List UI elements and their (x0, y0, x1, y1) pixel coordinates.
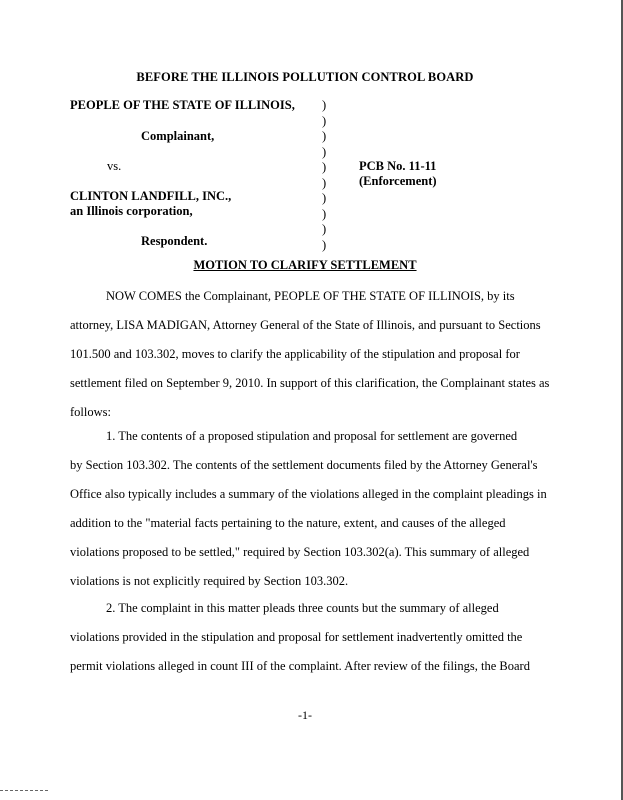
footer-rule (0, 790, 48, 791)
body-line: addition to the "material facts pertaining to the nature, extent, and causes of the alleged (70, 516, 506, 530)
caption-paren: ) (322, 222, 327, 236)
body-line: settlement filed on September 9, 2010. In support of this clarification, the Complainant states as (70, 376, 550, 390)
board-title: BEFORE THE ILLINOIS POLLUTION CONTROL BOARD (136, 70, 474, 84)
body-line: 1. The contents of a proposed stipulation and proposal for settlement are governed (106, 429, 518, 443)
caption-paren: ) (322, 175, 327, 190)
caption-paren: ) (322, 98, 327, 112)
caption-paren: ) (322, 160, 327, 174)
caption-defendant-desc: an Illinois corporation, (70, 204, 193, 218)
body-line: attorney, LISA MADIGAN, Attorney General of the State of Illinois, and pursuant to Sections (70, 318, 541, 332)
caption-paren: ) (322, 237, 327, 252)
caption-paren: ) (322, 113, 327, 128)
caption-paren: ) (322, 129, 327, 143)
case-number: PCB No. 11-11 (359, 159, 437, 173)
caption-paren: ) (322, 144, 327, 159)
case-type: (Enforcement) (359, 174, 437, 188)
motion-title: MOTION TO CLARIFY SETTLEMENT (193, 258, 417, 272)
caption-paren: ) (322, 191, 327, 205)
caption-plaintiff-role: Complainant, (141, 129, 215, 143)
caption-paren: ) (322, 206, 327, 221)
body-line: violations proposed to be settled," required by Section 103.302(a). This summary of alleged (70, 545, 530, 559)
body-line: violations provided in the stipulation and proposal for settlement inadvertently omitted the (70, 630, 523, 644)
body-line: 2. The complaint in this matter pleads three counts but the summary of alleged (106, 601, 499, 615)
body-line: by Section 103.302. The contents of the settlement documents filed by the Attorney General's (70, 458, 538, 472)
body-line: 101.500 and 103.302, moves to clarify the applicability of the stipulation and proposal for (70, 347, 520, 361)
body-line: violations is not explicitly required by Section 103.302. (70, 574, 349, 588)
caption-defendant-role: Respondent. (141, 234, 208, 248)
caption-versus: vs. (107, 159, 122, 173)
body-line: NOW COMES the Complainant, PEOPLE OF THE STATE OF ILLINOIS, by its (106, 289, 515, 303)
caption-defendant: CLINTON LANDFILL, INC., (70, 189, 232, 203)
body-line: Office also typically includes a summary of the violations alleged in the complaint pleadings in (70, 487, 547, 501)
page-number: -1- (298, 708, 312, 722)
body-line: permit violations alleged in count III of the complaint. After review of the filings, the Board (70, 659, 530, 673)
caption-paren-column (322, 98, 326, 253)
caption-plaintiff: PEOPLE OF THE STATE OF ILLINOIS, (70, 98, 295, 112)
body-line: follows: (70, 405, 111, 419)
